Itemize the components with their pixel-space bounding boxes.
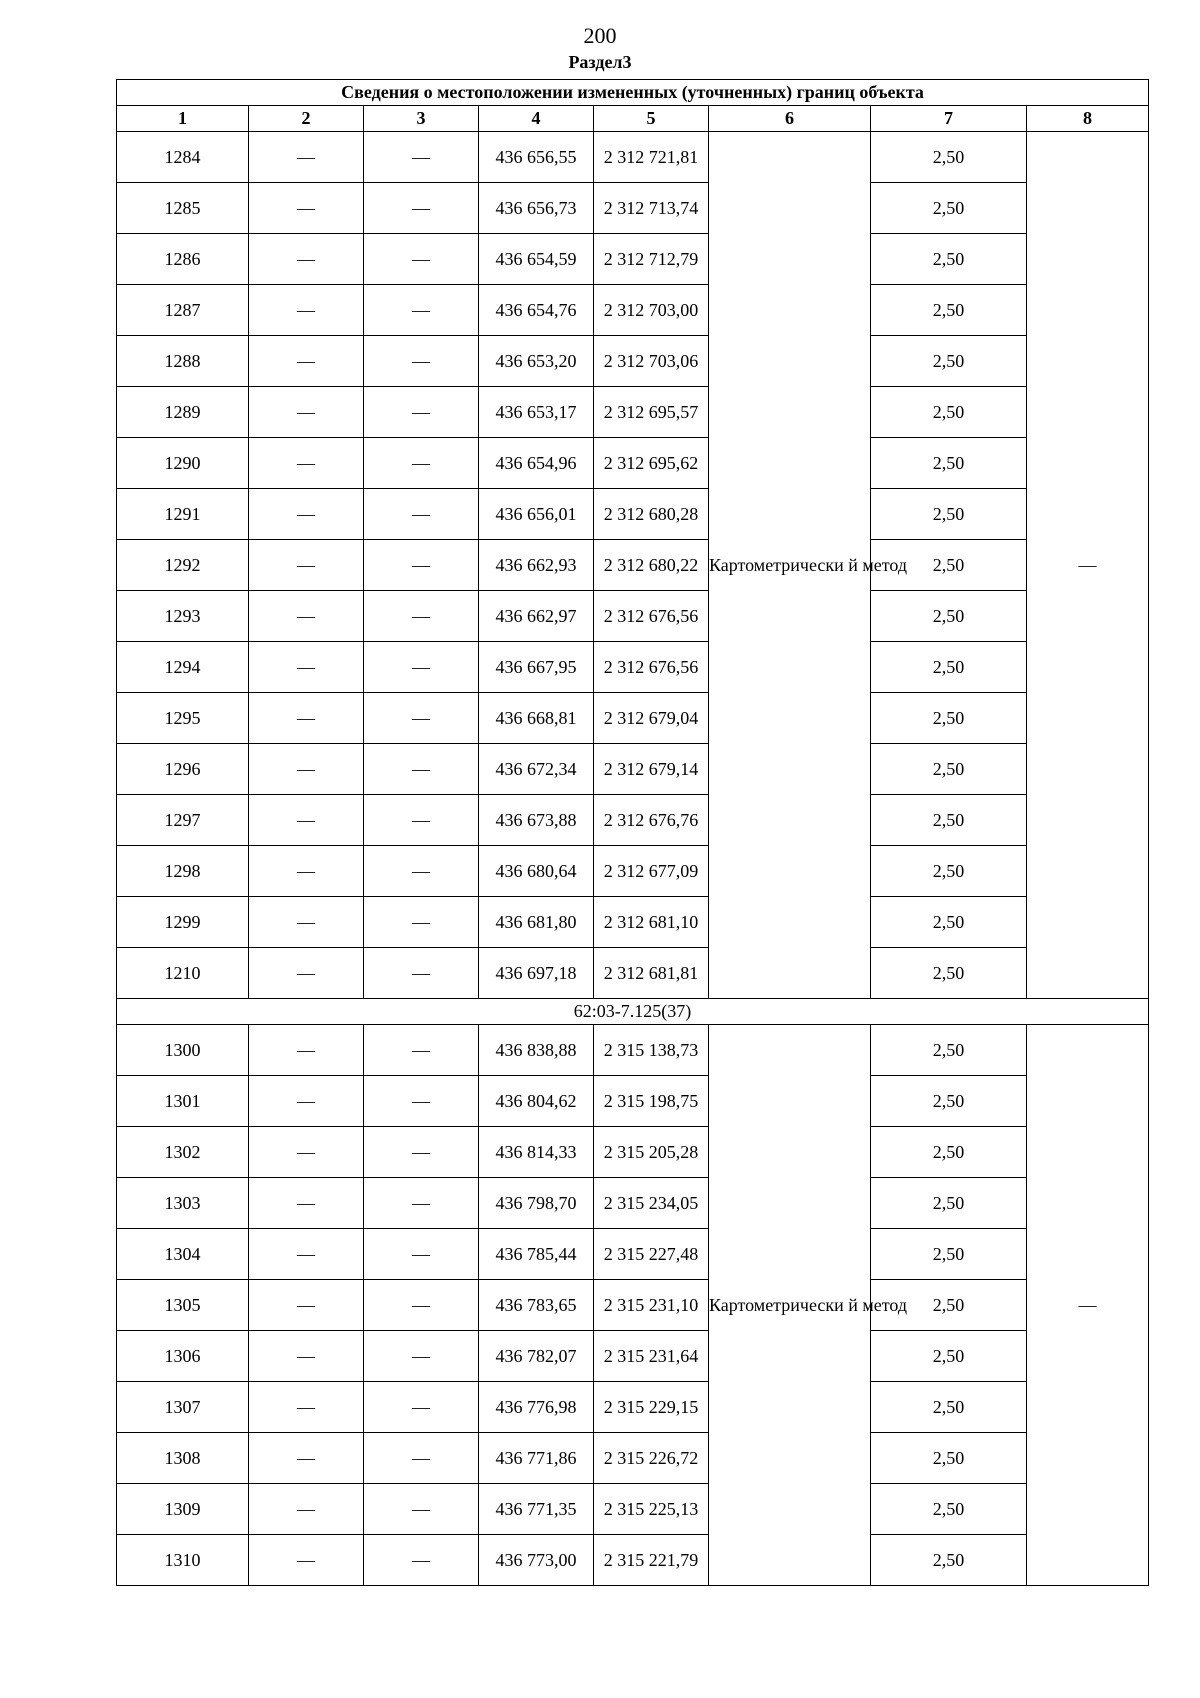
y-coordinate-cell: 2 312 721,81 [594, 132, 709, 183]
table-row [117, 642, 1149, 693]
point-number-cell: 1210 [117, 948, 249, 999]
column-number: 7 [871, 106, 1027, 132]
table-row [117, 132, 1149, 183]
x-coordinate-cell: 436 783,65 [479, 1280, 594, 1331]
point-number-cell: 1295 [117, 693, 249, 744]
accuracy-cell: 2,50 [871, 1535, 1027, 1586]
x-coordinate-cell: 436 667,95 [479, 642, 594, 693]
x-coordinate-cell: 436 653,20 [479, 336, 594, 387]
table-row [117, 744, 1149, 795]
table-row [117, 183, 1149, 234]
table-row [117, 489, 1149, 540]
table-row [117, 1025, 1149, 1076]
point-number-cell: 1306 [117, 1331, 249, 1382]
col3-cell: — [364, 744, 479, 795]
accuracy-cell: 2,50 [871, 1280, 1027, 1331]
point-number-cell: 1286 [117, 234, 249, 285]
point-number-cell: 1300 [117, 1025, 249, 1076]
accuracy-cell: 2,50 [871, 1178, 1027, 1229]
point-number-cell: 1299 [117, 897, 249, 948]
col2-cell: — [249, 693, 364, 744]
table-row [117, 693, 1149, 744]
col2-cell: — [249, 540, 364, 591]
y-coordinate-cell: 2 312 713,74 [594, 183, 709, 234]
y-coordinate-cell: 2 315 221,79 [594, 1535, 709, 1586]
col3-cell: — [364, 1127, 479, 1178]
col2-cell: — [249, 183, 364, 234]
x-coordinate-cell: 436 654,96 [479, 438, 594, 489]
accuracy-cell: 2,50 [871, 438, 1027, 489]
column-number: 2 [249, 106, 364, 132]
column-number: 5 [594, 106, 709, 132]
point-number-cell: 1309 [117, 1484, 249, 1535]
column-number: 6 [709, 106, 871, 132]
col2-cell: — [249, 438, 364, 489]
group-header-row [117, 999, 1149, 1025]
x-coordinate-cell: 436 771,35 [479, 1484, 594, 1535]
col2-cell: — [249, 1433, 364, 1484]
col3-cell: — [364, 948, 479, 999]
col3-cell: — [364, 642, 479, 693]
accuracy-cell: 2,50 [871, 897, 1027, 948]
y-coordinate-cell: 2 312 681,81 [594, 948, 709, 999]
y-coordinate-cell: 2 312 695,57 [594, 387, 709, 438]
x-coordinate-cell: 436 785,44 [479, 1229, 594, 1280]
point-number-cell: 1289 [117, 387, 249, 438]
y-coordinate-cell: 2 315 226,72 [594, 1433, 709, 1484]
x-coordinate-cell: 436 776,98 [479, 1382, 594, 1433]
x-coordinate-cell: 436 668,81 [479, 693, 594, 744]
point-number-cell: 1285 [117, 183, 249, 234]
col3-cell: — [364, 1484, 479, 1535]
x-coordinate-cell: 436 673,88 [479, 795, 594, 846]
y-coordinate-cell: 2 312 676,56 [594, 591, 709, 642]
table-row [117, 1229, 1149, 1280]
point-number-cell: 1291 [117, 489, 249, 540]
table-row [117, 540, 1149, 591]
accuracy-cell: 2,50 [871, 642, 1027, 693]
col3-cell: — [364, 1229, 479, 1280]
col3-cell: — [364, 693, 479, 744]
col2-cell: — [249, 1076, 364, 1127]
y-coordinate-cell: 2 312 703,00 [594, 285, 709, 336]
col3-cell: — [364, 234, 479, 285]
col2-cell: — [249, 1382, 364, 1433]
point-number-cell: 1301 [117, 1076, 249, 1127]
accuracy-cell: 2,50 [871, 744, 1027, 795]
col3-cell: — [364, 1076, 479, 1127]
x-coordinate-cell: 436 681,80 [479, 897, 594, 948]
table-row [117, 1331, 1149, 1382]
col3-cell: — [364, 489, 479, 540]
col3-cell: — [364, 387, 479, 438]
table-row [117, 1382, 1149, 1433]
col3-cell: — [364, 540, 479, 591]
x-coordinate-cell: 436 680,64 [479, 846, 594, 897]
col2-cell: — [249, 387, 364, 438]
point-number-cell: 1307 [117, 1382, 249, 1433]
table-row [117, 1076, 1149, 1127]
col2-cell: — [249, 1331, 364, 1382]
accuracy-cell: 2,50 [871, 234, 1027, 285]
col2-cell: — [249, 1127, 364, 1178]
point-number-cell: 1302 [117, 1127, 249, 1178]
point-number-cell: 1304 [117, 1229, 249, 1280]
x-coordinate-cell: 436 662,93 [479, 540, 594, 591]
accuracy-cell: 2,50 [871, 489, 1027, 540]
col2-cell: — [249, 948, 364, 999]
table-caption: Сведения о местоположении измененных (уточненных) границ объекта [117, 80, 1149, 106]
col3-cell: — [364, 591, 479, 642]
col2-cell: — [249, 897, 364, 948]
col2-cell: — [249, 1025, 364, 1076]
accuracy-cell: 2,50 [871, 285, 1027, 336]
y-coordinate-cell: 2 312 679,14 [594, 744, 709, 795]
y-coordinate-cell: 2 315 227,48 [594, 1229, 709, 1280]
x-coordinate-cell: 436 798,70 [479, 1178, 594, 1229]
x-coordinate-cell: 436 771,86 [479, 1433, 594, 1484]
table-row [117, 948, 1149, 999]
col3-cell: — [364, 285, 479, 336]
table-row [117, 1127, 1149, 1178]
col2-cell: — [249, 642, 364, 693]
col3-cell: — [364, 795, 479, 846]
table-row [117, 285, 1149, 336]
y-coordinate-cell: 2 312 680,22 [594, 540, 709, 591]
point-number-cell: 1290 [117, 438, 249, 489]
table-row [117, 387, 1149, 438]
y-coordinate-cell: 2 312 703,06 [594, 336, 709, 387]
col3-cell: — [364, 1382, 479, 1433]
accuracy-cell: 2,50 [871, 336, 1027, 387]
y-coordinate-cell: 2 315 198,75 [594, 1076, 709, 1127]
col2-cell: — [249, 234, 364, 285]
col3-cell: — [364, 1331, 479, 1382]
y-coordinate-cell: 2 315 231,64 [594, 1331, 709, 1382]
col3-cell: — [364, 336, 479, 387]
accuracy-cell: 2,50 [871, 183, 1027, 234]
accuracy-cell: 2,50 [871, 1433, 1027, 1484]
col3-cell: — [364, 1025, 479, 1076]
table-row [117, 846, 1149, 897]
col3-cell: — [364, 132, 479, 183]
table-row [117, 234, 1149, 285]
column-number: 4 [479, 106, 594, 132]
method-cell: Картометрически й метод [709, 1025, 871, 1586]
point-number-cell: 1287 [117, 285, 249, 336]
col3-cell: — [364, 846, 479, 897]
col2-cell: — [249, 1484, 364, 1535]
col2-cell: — [249, 336, 364, 387]
table-row [117, 1535, 1149, 1586]
x-coordinate-cell: 436 814,33 [479, 1127, 594, 1178]
y-coordinate-cell: 2 312 677,09 [594, 846, 709, 897]
col2-cell: — [249, 132, 364, 183]
x-coordinate-cell: 436 672,34 [479, 744, 594, 795]
y-coordinate-cell: 2 315 234,05 [594, 1178, 709, 1229]
col2-cell: — [249, 489, 364, 540]
point-number-cell: 1305 [117, 1280, 249, 1331]
method-cell: Картометрически й метод [709, 132, 871, 999]
accuracy-cell: 2,50 [871, 1025, 1027, 1076]
column-number: 3 [364, 106, 479, 132]
accuracy-cell: 2,50 [871, 132, 1027, 183]
point-number-cell: 1298 [117, 846, 249, 897]
point-number-cell: 1303 [117, 1178, 249, 1229]
col3-cell: — [364, 1433, 479, 1484]
x-coordinate-cell: 436 662,97 [479, 591, 594, 642]
y-coordinate-cell: 2 312 712,79 [594, 234, 709, 285]
x-coordinate-cell: 436 656,01 [479, 489, 594, 540]
y-coordinate-cell: 2 315 205,28 [594, 1127, 709, 1178]
accuracy-cell: 2,50 [871, 387, 1027, 438]
accuracy-cell: 2,50 [871, 795, 1027, 846]
page-number: 200 [583, 23, 617, 48]
y-coordinate-cell: 2 312 676,56 [594, 642, 709, 693]
col2-cell: — [249, 1229, 364, 1280]
point-number-cell: 1292 [117, 540, 249, 591]
col2-cell: — [249, 795, 364, 846]
point-number-cell: 1296 [117, 744, 249, 795]
x-coordinate-cell: 436 773,00 [479, 1535, 594, 1586]
accuracy-cell: 2,50 [871, 1382, 1027, 1433]
y-coordinate-cell: 2 315 231,10 [594, 1280, 709, 1331]
col3-cell: — [364, 897, 479, 948]
point-number-cell: 1288 [117, 336, 249, 387]
x-coordinate-cell: 436 654,59 [479, 234, 594, 285]
accuracy-cell: 2,50 [871, 693, 1027, 744]
x-coordinate-cell: 436 656,73 [479, 183, 594, 234]
y-coordinate-cell: 2 312 676,76 [594, 795, 709, 846]
col3-cell: — [364, 1178, 479, 1229]
col3-cell: — [364, 183, 479, 234]
y-coordinate-cell: 2 315 138,73 [594, 1025, 709, 1076]
point-number-cell: 1284 [117, 132, 249, 183]
column-number-row [117, 106, 1149, 132]
x-coordinate-cell: 436 656,55 [479, 132, 594, 183]
accuracy-cell: 2,50 [871, 846, 1027, 897]
coordinates-table [116, 79, 1149, 1586]
col8-cell: — [1027, 132, 1149, 999]
point-number-cell: 1308 [117, 1433, 249, 1484]
y-coordinate-cell: 2 312 681,10 [594, 897, 709, 948]
col2-cell: — [249, 744, 364, 795]
col2-cell: — [249, 285, 364, 336]
x-coordinate-cell: 436 782,07 [479, 1331, 594, 1382]
table-row [117, 591, 1149, 642]
accuracy-cell: 2,50 [871, 1127, 1027, 1178]
accuracy-cell: 2,50 [871, 540, 1027, 591]
table-row [117, 795, 1149, 846]
col2-cell: — [249, 1178, 364, 1229]
y-coordinate-cell: 2 312 679,04 [594, 693, 709, 744]
table-row [117, 438, 1149, 489]
y-coordinate-cell: 2 312 695,62 [594, 438, 709, 489]
table-row [117, 897, 1149, 948]
x-coordinate-cell: 436 838,88 [479, 1025, 594, 1076]
table-row [117, 1433, 1149, 1484]
section-title: Раздел3 [568, 52, 632, 72]
col2-cell: — [249, 1280, 364, 1331]
col3-cell: — [364, 438, 479, 489]
point-number-cell: 1293 [117, 591, 249, 642]
accuracy-cell: 2,50 [871, 591, 1027, 642]
x-coordinate-cell: 436 653,17 [479, 387, 594, 438]
accuracy-cell: 2,50 [871, 948, 1027, 999]
accuracy-cell: 2,50 [871, 1331, 1027, 1382]
table-row [117, 1178, 1149, 1229]
col2-cell: — [249, 591, 364, 642]
accuracy-cell: 2,50 [871, 1229, 1027, 1280]
x-coordinate-cell: 436 697,18 [479, 948, 594, 999]
column-number: 1 [117, 106, 249, 132]
col2-cell: — [249, 1535, 364, 1586]
col3-cell: — [364, 1280, 479, 1331]
accuracy-cell: 2,50 [871, 1484, 1027, 1535]
col3-cell: — [364, 1535, 479, 1586]
col8-cell: — [1027, 1025, 1149, 1586]
x-coordinate-cell: 436 654,76 [479, 285, 594, 336]
point-number-cell: 1310 [117, 1535, 249, 1586]
point-number-cell: 1294 [117, 642, 249, 693]
y-coordinate-cell: 2 312 680,28 [594, 489, 709, 540]
group-label: 62:03-7.125(37) [117, 999, 1149, 1025]
table-row [117, 1280, 1149, 1331]
y-coordinate-cell: 2 315 229,15 [594, 1382, 709, 1433]
col2-cell: — [249, 846, 364, 897]
y-coordinate-cell: 2 315 225,13 [594, 1484, 709, 1535]
x-coordinate-cell: 436 804,62 [479, 1076, 594, 1127]
table-row [117, 1484, 1149, 1535]
accuracy-cell: 2,50 [871, 1076, 1027, 1127]
point-number-cell: 1297 [117, 795, 249, 846]
table-row [117, 336, 1149, 387]
column-number: 8 [1027, 106, 1149, 132]
